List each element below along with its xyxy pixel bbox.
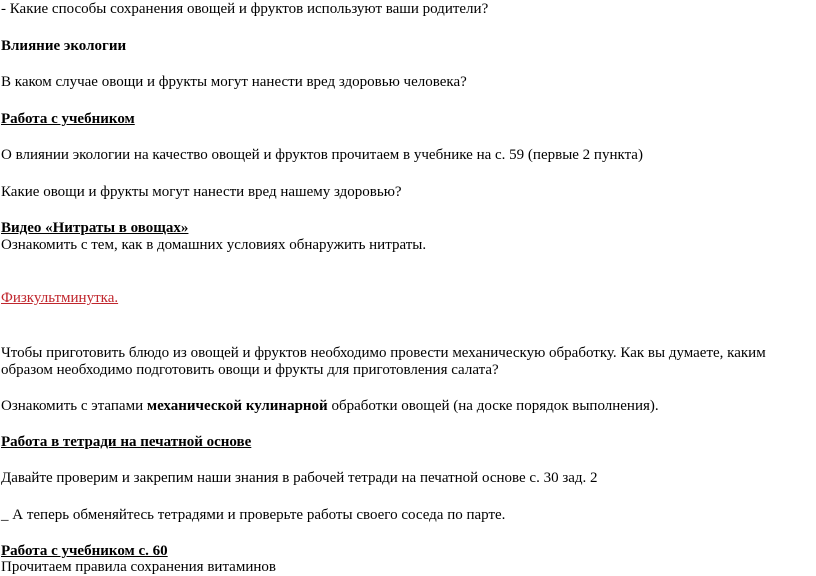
paragraph-salad-prep-line1: Чтобы приготовить блюдо из овощей и фруктов необходимо провести механическую обработку. Как вы думаете, каким <box>1 345 766 361</box>
heading-video-nitrates: Видео «Нитраты в овощах» <box>1 220 189 236</box>
paragraph-salad-prep-line2: образом необходимо подготовить овощи и фрукты для приготовления салата? <box>1 362 499 378</box>
paragraph-video-description: Ознакомить с тем, как в домашних условиях обнаружить нитраты. <box>1 237 427 253</box>
paragraph-processing-stages <box>1 398 659 415</box>
stages-text-start: Ознакомить с этапами <box>1 398 147 414</box>
question-harmful-produce: Какие овощи и фрукты могут нанести вред нашему здоровью? <box>1 184 402 200</box>
stages-text-end: обработки овощей (на доске порядок выполнения). <box>327 398 659 414</box>
stages-text-bold: механической кулинарной <box>146 398 328 414</box>
paragraph-workbook-check: Давайте проверим и закрепим наши знания в рабочей тетради на печатной основе с. 30 зад. 2 <box>1 470 598 486</box>
heading-textbook-page-60: Работа с учебником с. 60 <box>1 543 168 559</box>
question-health-harm: В каком случае овощи и фрукты могут нанести вред здоровью человека? <box>1 74 467 90</box>
question-preservation-methods: - Какие способы сохранения овощей и фруктов используют ваши родители? <box>1 1 489 17</box>
heading-ecology-influence: Влияние экологии <box>1 38 127 54</box>
paragraph-vitamin-rules: Прочитаем правила сохранения витаминов <box>1 559 276 575</box>
heading-physical-break: Физкультминутка. <box>1 290 119 306</box>
heading-work-with-textbook: Работа с учебником <box>1 111 135 127</box>
paragraph-exchange-notebooks: _ А теперь обменяйтесь тетрадями и проверьте работы своего соседа по парте. <box>1 507 506 523</box>
paragraph-read-textbook: О влиянии экологии на качество овощей и фруктов прочитаем в учебнике на с. 59 (первые 2 пункта) <box>1 147 643 163</box>
heading-workbook: Работа в тетради на печатной основе <box>1 434 252 450</box>
